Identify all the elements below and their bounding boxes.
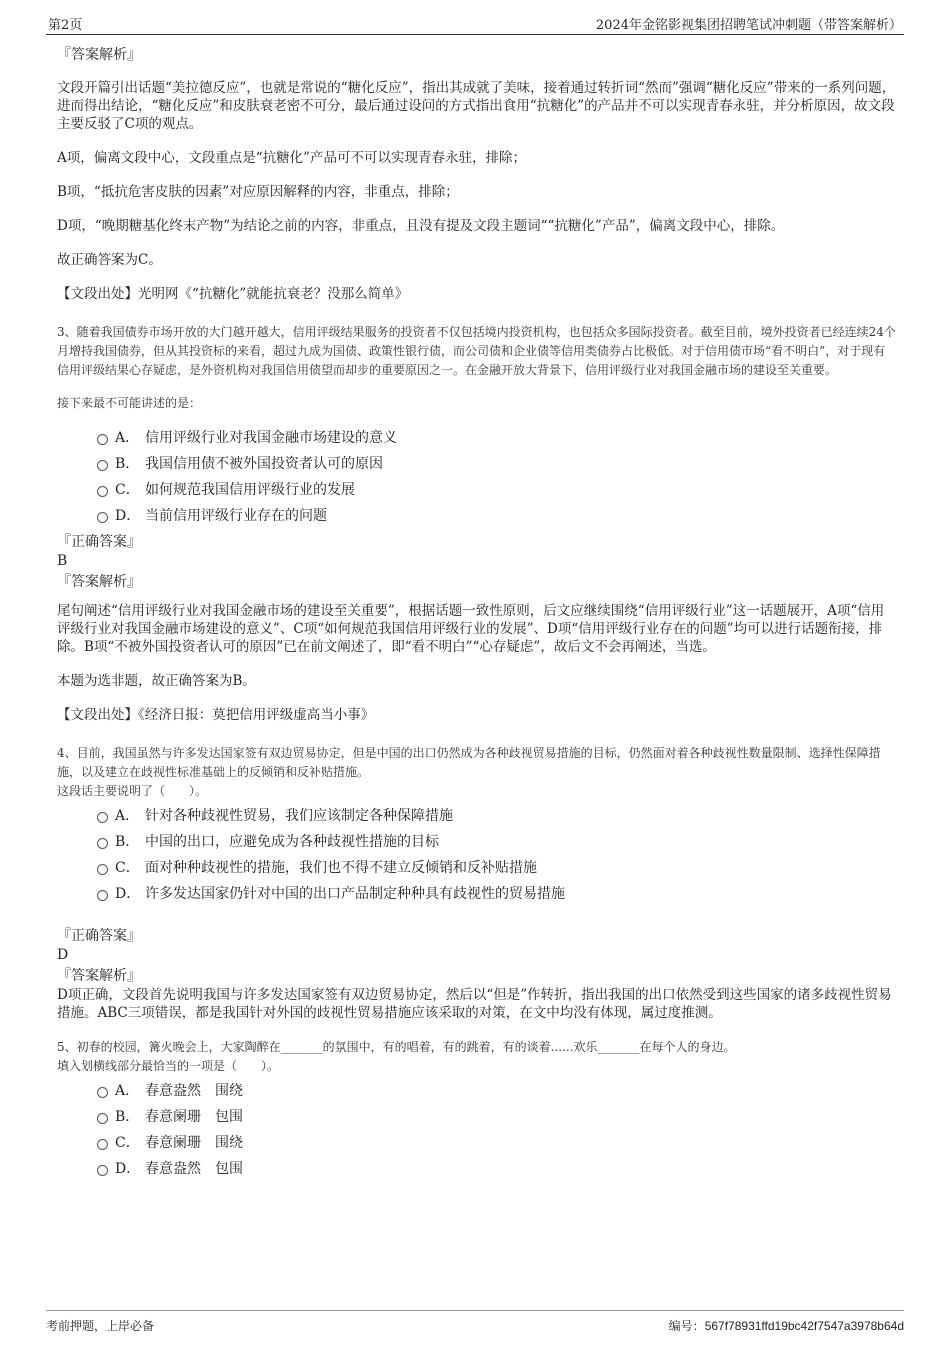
q3-stem: 3、随着我国债券市场开放的大门越开越大，信用评级结果服务的投资者不仅包括境内投资机构，也包括众多国际投资者。截至目前，境外投资者已经连续24个月增持我国债券，但从其投资标的来看，超过九成为国债、政策性银行债，而公司债和企业债等信用类债券占比极低。对于信用债市场“看不明白”，对于现有信用评级结果心存疑虑，是外资机构对我国信用债望而却步的重要原因之一。在金融开放大背景下，信用评级行业对我国金融市场的建设至关重要。 xyxy=(57,325,896,377)
q4-question: 这段话主要说明了（ ）。 xyxy=(57,784,208,798)
radio-icon[interactable] xyxy=(97,460,108,471)
q2-source: 【文段出处】光明网《“抗糖化”就能抗衰老？没那么简单》 xyxy=(57,286,409,302)
q4-option-c[interactable]: C． 面对种种歧视性的措施，我们也不得不建立反倾销和反补贴措施 xyxy=(57,855,897,881)
q2-conclusion: 故正确答案为C。 xyxy=(57,252,162,268)
q2-analysis-paragraph: 文段开篇引出话题“美拉德反应”，也就是常说的“糖化反应”，指出其成就了美味，接着通过转折词“然而”强调“糖化反应”带来的一系列问题，进而得出结论，“糖化反应”和皮肤衰老密不可分，最后通过设问的方式指出食用“抗糖化”的产品并不可以实现青春永驻，并分析原因，故文段主要反驳了C项的观点。 xyxy=(57,80,896,132)
radio-icon[interactable] xyxy=(97,1139,108,1150)
q4-stem: 4、目前，我国虽然与许多发达国家签有双边贸易协定，但是中国的出口仍然成为各种歧视贸易措施的目标，仍然面对着各种歧视性数量限制、选择性保障措施，以及建立在歧视性标准基础上的反倾销和反补贴措施。 xyxy=(57,746,881,779)
q4-option-d[interactable]: D． 许多发达国家仍针对中国的出口产品制定种种具有歧视性的贸易措施 xyxy=(57,881,897,907)
q5-option-c[interactable]: C． 春意阑珊 围绕 xyxy=(57,1130,897,1156)
q2-analysis-option-b: B项，“抵抗危害皮肤的因素”对应原因解释的内容，非重点，排除； xyxy=(57,184,459,200)
q3-options xyxy=(57,425,897,529)
footer-slogan: 考前押题，上岸必备 xyxy=(46,1319,155,1333)
page-content xyxy=(57,44,897,1182)
q3-answer-label: 『正确答案』 xyxy=(57,534,141,550)
q3-option-a[interactable]: A． 信用评级行业对我国金融市场建设的意义 xyxy=(57,425,897,451)
radio-icon[interactable] xyxy=(97,890,108,901)
q5-option-d[interactable]: D． 春意盎然 包围 xyxy=(57,1156,897,1182)
page-number: 第2页 xyxy=(48,18,83,33)
radio-icon[interactable] xyxy=(97,864,108,875)
radio-icon[interactable] xyxy=(97,1087,108,1098)
q5-question: 填入划横线部分最恰当的一项是（ ）。 xyxy=(57,1059,280,1073)
q4-answer: D xyxy=(57,947,69,963)
q4-options xyxy=(57,803,897,907)
q3-conclusion: 本题为选非题，故正确答案为B。 xyxy=(57,673,256,689)
q3-analysis-label: 『答案解析』 xyxy=(57,574,141,590)
q3-option-b[interactable]: B． 我国信用债不被外国投资者认可的原因 xyxy=(57,451,897,477)
q2-analysis-option-a: A项，偏离文段中心，文段重点是“抗糖化”产品可不可以实现青春永驻，排除； xyxy=(57,150,527,166)
document-code xyxy=(669,1317,904,1334)
page-footer xyxy=(46,1310,904,1339)
q4-option-b[interactable]: B． 中国的出口，应避免成为各种歧视性措施的目标 xyxy=(57,829,897,855)
q3-option-c[interactable]: C． 如何规范我国信用评级行业的发展 xyxy=(57,477,897,503)
q4-analysis: D项正确，文段首先说明我国与许多发达国家签有双边贸易协定，然后以“但是”作转折，指出我国的出口依然受到这些国家的诸多歧视性贸易措施。ABC三项错误，都是我国针对外国的歧视性贸易措施应该采取的对策，在文中均没有体现，属过度推测。 xyxy=(57,987,892,1021)
q5-option-a[interactable]: A． 春意盎然 围绕 xyxy=(57,1078,897,1104)
q3-source: 【文段出处】《经济日报：莫把信用评级虚高当小事》 xyxy=(57,707,375,723)
q2-analysis-option-d: D项，“晚期糖基化终末产物”为结论之前的内容，非重点，且没有提及文段主题词““抗糖化”产品”，偏离文段中心，排除。 xyxy=(57,218,785,234)
q3-analysis: 尾句阐述“信用评级行业对我国金融市场的建设至关重要”，根据话题一致性原则，后文应继续围绕“信用评级行业”这一话题展开，A项“信用评级行业对我国金融市场建设的意义”、C项“如何规范我国信用评级行业的发展”、D项“信用评级行业存在的问题”均可以进行话题衔接，排除。B项“不被外国投资者认可的原因”已在前文阐述了，即“看不明白”“心存疑虑”，故后文不会再阐述，当选。 xyxy=(57,603,885,655)
radio-icon[interactable] xyxy=(97,1165,108,1176)
q4-answer-label: 『正确答案』 xyxy=(57,928,141,944)
radio-icon[interactable] xyxy=(97,838,108,849)
radio-icon[interactable] xyxy=(97,512,108,523)
q3-question: 接下来最不可能讲述的是： xyxy=(57,396,202,410)
q3-option-d[interactable]: D． 当前信用评级行业存在的问题 xyxy=(57,503,897,529)
q4-analysis-label: 『答案解析』 xyxy=(57,968,141,984)
radio-icon[interactable] xyxy=(97,486,108,497)
q4-option-a[interactable]: A． 针对各种歧视性贸易，我们应该制定各种保障措施 xyxy=(57,803,897,829)
code-label: 编号： xyxy=(668,1319,705,1333)
q5-stem: 5、初春的校园，篝火晚会上，大家陶醉在_______的氛围中，有的唱着，有的跳着，有的谈着......欢乐_______在每个人的身边。 xyxy=(57,1040,736,1054)
radio-icon[interactable] xyxy=(97,1113,108,1124)
code-value: 567f78931ffd19bc42f7547a3978b64d xyxy=(704,1319,904,1333)
q5-options xyxy=(57,1078,897,1182)
q2-analysis-label: 『答案解析』 xyxy=(57,47,141,63)
radio-icon[interactable] xyxy=(97,812,108,823)
q3-answer: B xyxy=(57,553,68,569)
radio-icon[interactable] xyxy=(97,434,108,445)
document-title: 2024年金铭影视集团招聘笔试冲刺题（带答案解析） xyxy=(595,18,902,33)
q5-option-b[interactable]: B． 春意阑珊 包围 xyxy=(57,1104,897,1130)
page-header xyxy=(46,10,904,35)
